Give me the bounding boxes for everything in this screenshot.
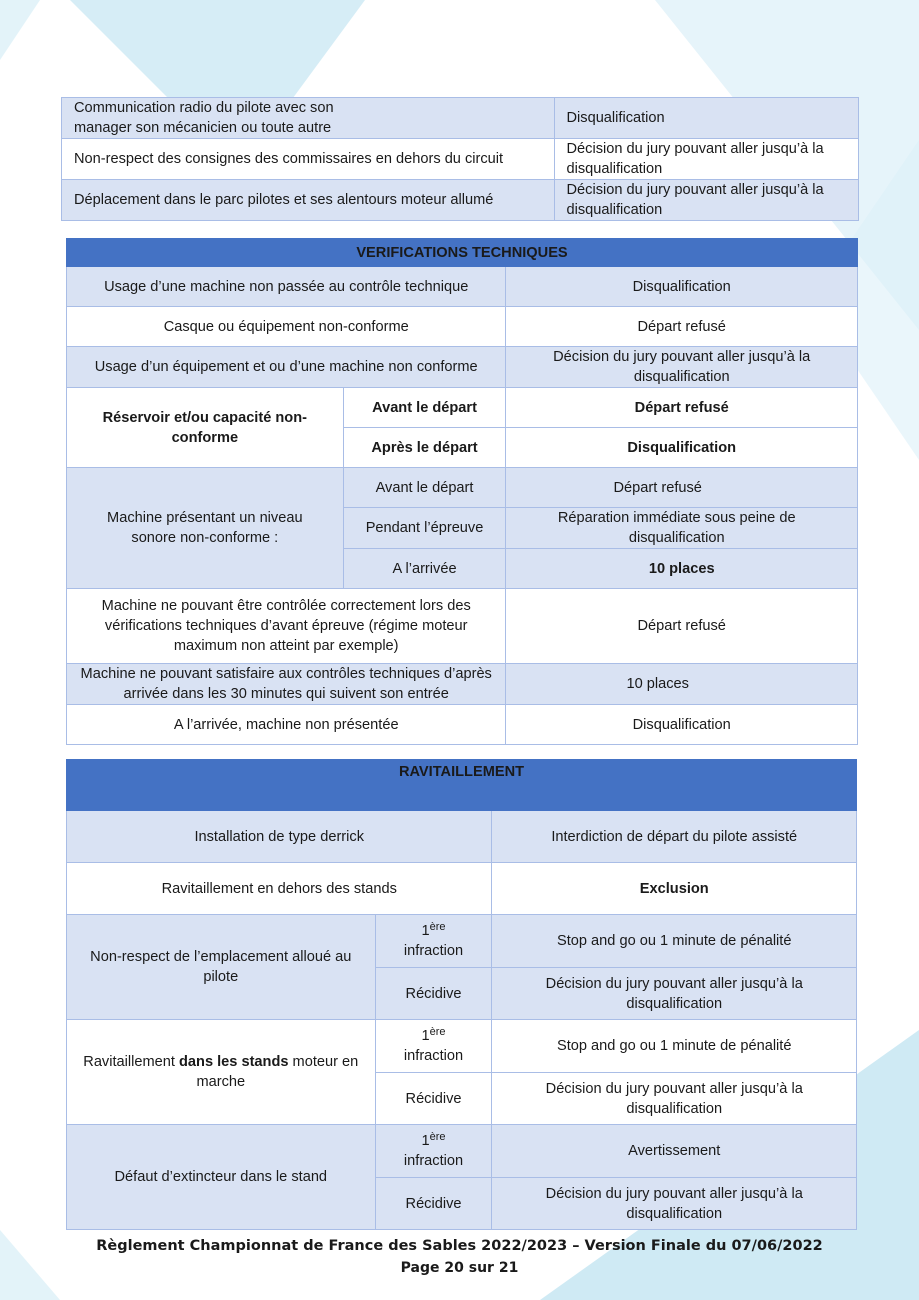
ordinal-suffix: ère xyxy=(429,1026,446,1038)
condition-cell: Après le départ xyxy=(343,428,506,468)
ravitaillement-table xyxy=(66,759,857,1230)
table-row xyxy=(62,98,859,139)
table-row xyxy=(67,811,857,863)
sanction-cell: Départ refusé xyxy=(506,589,858,664)
sanction-cell: Stop and go ou 1 minute de pénalité xyxy=(492,1020,857,1073)
recidive-cell: Récidive xyxy=(375,1178,492,1230)
table-row xyxy=(67,347,858,388)
sanction-cell: Disqualification xyxy=(506,428,858,468)
sanction-cell: Départ refusé xyxy=(506,388,858,428)
sanction-cell: Avertissement xyxy=(492,1125,857,1178)
infraction-cell: Communication radio du pilote avec son manager son mécanicien ou toute autre xyxy=(62,98,555,139)
condition-cell: A l’arrivée xyxy=(343,549,506,589)
sanction-cell: Disqualification xyxy=(506,267,858,307)
sanction-cell: 10 places xyxy=(506,664,858,705)
infraction-cell: Réservoir et/ou capacité non-conforme xyxy=(67,388,344,468)
first-infraction-cell xyxy=(375,1020,492,1073)
communication-table xyxy=(61,97,859,221)
ordinal-number: 1 xyxy=(421,923,430,939)
sanction-cell: Disqualification xyxy=(554,98,859,139)
infraction-cell: Machine présentant un niveau sonore non-conforme : xyxy=(67,468,344,589)
infraction-cell: Machine ne pouvant être contrôlée correctement lors des vérifications techniques d’avant épreuve (régime moteur maximum non atteint par exemple) xyxy=(67,589,506,664)
infraction-word: infraction xyxy=(403,1048,464,1064)
infraction-text: Ravitaillement xyxy=(83,1054,179,1070)
sanction-cell: Exclusion xyxy=(492,863,857,915)
condition-cell: Pendant l’épreuve xyxy=(343,508,506,549)
table-row xyxy=(67,863,857,915)
sanction-cell: 10 places xyxy=(506,549,858,589)
table-row xyxy=(67,468,858,508)
infraction-cell: Casque ou équipement non-conforme xyxy=(67,307,506,347)
sanction-cell: Décision du jury pouvant aller jusqu’à la disqualification xyxy=(492,968,857,1020)
table-row xyxy=(67,1125,857,1178)
table-row xyxy=(67,388,858,428)
sanction-cell: Interdiction de départ du pilote assisté xyxy=(492,811,857,863)
condition-cell: Avant le départ xyxy=(343,468,506,508)
ordinal-suffix: ère xyxy=(429,1131,446,1143)
infraction-cell: Non-respect de l’emplacement alloué au pilote xyxy=(67,915,376,1020)
infraction-cell: Installation de type derrick xyxy=(67,811,492,863)
sanction-cell: Décision du jury pouvant aller jusqu’à la disqualification xyxy=(492,1178,857,1230)
recidive-cell: Récidive xyxy=(375,1073,492,1125)
table-row xyxy=(67,705,858,745)
sanction-cell: Décision du jury pouvant aller jusqu’à la disqualification xyxy=(554,139,859,180)
first-infraction-cell xyxy=(375,915,492,968)
table-row xyxy=(62,180,859,221)
infraction-cell: Défaut d’extincteur dans le stand xyxy=(67,1125,376,1230)
sanction-cell: Réparation immédiate sous peine de disqualification xyxy=(506,508,858,549)
infraction-cell xyxy=(67,1020,376,1125)
infraction-bold: dans les stands xyxy=(179,1054,289,1070)
infraction-text-end: moteur en marche xyxy=(196,1054,359,1090)
infraction-cell: Non-respect des consignes des commissaires en dehors du circuit xyxy=(62,139,555,180)
infraction-word: infraction xyxy=(403,943,464,959)
infraction-cell: Usage d’un équipement et ou d’une machine non conforme xyxy=(67,347,506,388)
first-infraction-cell xyxy=(375,1125,492,1178)
ordinal-suffix: ère xyxy=(429,921,446,933)
infraction-cell: Usage d’une machine non passée au contrôle technique xyxy=(67,267,506,307)
recidive-cell: Récidive xyxy=(375,968,492,1020)
sanction-cell: Disqualification xyxy=(506,705,858,745)
ordinal-number: 1 xyxy=(421,1133,430,1149)
table-row xyxy=(67,307,858,347)
footer-title: Règlement Championnat de France des Sables 2022/2023 – Version Finale du 07/06/2022 xyxy=(96,1238,823,1254)
infraction-cell: A l’arrivée, machine non présentée xyxy=(67,705,506,745)
sanction-cell: Décision du jury pouvant aller jusqu’à la disqualification xyxy=(506,347,858,388)
section-title: VERIFICATIONS TECHNIQUES xyxy=(67,239,858,267)
infraction-cell: Machine ne pouvant satisfaire aux contrôles techniques d’après arrivée dans les 30 minutes qui suivent son entrée xyxy=(67,664,506,705)
table-row xyxy=(67,589,858,664)
infraction-cell: Déplacement dans le parc pilotes et ses alentours moteur allumé xyxy=(62,180,555,221)
infraction-word: infraction xyxy=(403,1153,464,1169)
sanction-cell: Décision du jury pouvant aller jusqu’à la disqualification xyxy=(492,1073,857,1125)
sanction-cell: Stop and go ou 1 minute de pénalité xyxy=(492,915,857,968)
table-row xyxy=(67,664,858,705)
section-header xyxy=(67,239,858,267)
table-row xyxy=(67,915,857,968)
section-header xyxy=(67,760,857,811)
sanction-cell: Décision du jury pouvant aller jusqu’à la disqualification xyxy=(554,180,859,221)
sanction-cell: Départ refusé xyxy=(506,468,858,508)
table-row xyxy=(62,139,859,180)
sanction-cell: Départ refusé xyxy=(506,307,858,347)
condition-cell: Avant le départ xyxy=(343,388,506,428)
section-title: RAVITAILLEMENT xyxy=(67,760,857,811)
infraction-cell: Ravitaillement en dehors des stands xyxy=(67,863,492,915)
table-row xyxy=(67,1020,857,1073)
ordinal-number: 1 xyxy=(421,1028,430,1044)
table-row xyxy=(67,267,858,307)
page-number: Page 20 sur 21 xyxy=(400,1260,519,1276)
verifications-table xyxy=(66,238,858,745)
